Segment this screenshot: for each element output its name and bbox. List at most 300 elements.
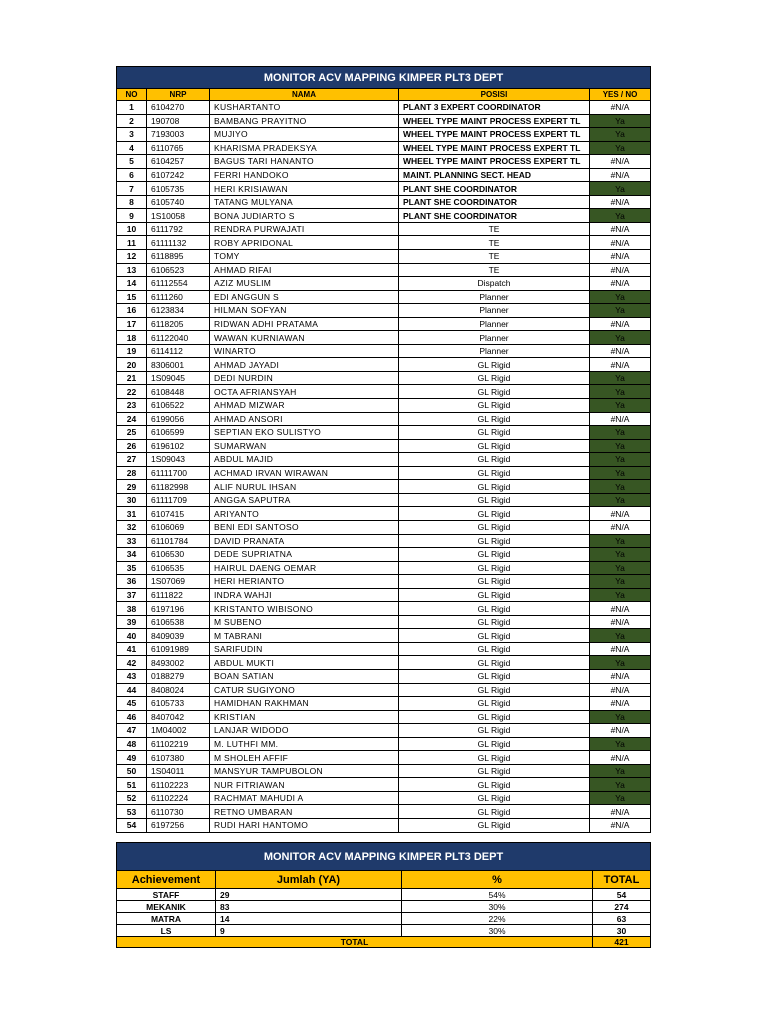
row-yes-no: Ya bbox=[590, 128, 651, 142]
row-yes-no: Ya bbox=[590, 737, 651, 751]
row-yes-no: #N/A bbox=[590, 412, 651, 426]
row-nama: ANGGA SAPUTRA bbox=[210, 493, 399, 507]
row-yes-no: #N/A bbox=[590, 602, 651, 616]
row-no: 20 bbox=[117, 358, 147, 372]
row-nama: RETNO UMBARAN bbox=[210, 805, 399, 819]
row-nrp: 61091989 bbox=[147, 642, 210, 656]
summary-percent: 30% bbox=[402, 925, 593, 937]
row-posisi: GL Rigid bbox=[399, 371, 590, 385]
row-yes-no: Ya bbox=[590, 561, 651, 575]
row-posisi: GL Rigid bbox=[399, 520, 590, 534]
row-nrp: 6105733 bbox=[147, 697, 210, 711]
row-nrp: 6107242 bbox=[147, 168, 210, 182]
row-posisi: GL Rigid bbox=[399, 453, 590, 467]
row-posisi: GL Rigid bbox=[399, 669, 590, 683]
row-no: 45 bbox=[117, 697, 147, 711]
row-posisi: GL Rigid bbox=[399, 656, 590, 670]
row-yes-no: #N/A bbox=[590, 818, 651, 832]
row-no: 36 bbox=[117, 575, 147, 589]
row-posisi: GL Rigid bbox=[399, 764, 590, 778]
row-no: 1 bbox=[117, 101, 147, 115]
row-no: 6 bbox=[117, 168, 147, 182]
row-nrp: 6106538 bbox=[147, 615, 210, 629]
row-nama: BONA JUDIARTO S bbox=[210, 209, 399, 223]
row-nama: OCTA AFRIANSYAH bbox=[210, 385, 399, 399]
row-posisi: GL Rigid bbox=[399, 642, 590, 656]
row-posisi: WHEEL TYPE MAINT PROCESS EXPERT TL bbox=[399, 155, 590, 169]
row-yes-no: Ya bbox=[590, 466, 651, 480]
row-posisi: GL Rigid bbox=[399, 466, 590, 480]
row-nrp: 6199056 bbox=[147, 412, 210, 426]
row-nrp: 6104270 bbox=[147, 101, 210, 115]
row-no: 54 bbox=[117, 818, 147, 832]
row-posisi: Dispatch bbox=[399, 277, 590, 291]
row-nama: WINARTO bbox=[210, 344, 399, 358]
row-nama: M. LUTHFI MM. bbox=[210, 737, 399, 751]
summary-jumlah: 9 bbox=[216, 925, 402, 937]
row-yes-no: Ya bbox=[590, 209, 651, 223]
table-row bbox=[117, 317, 651, 331]
summary-label: LS bbox=[117, 925, 216, 937]
table-row bbox=[117, 263, 651, 277]
row-nama: SEPTIAN EKO SULISTYO bbox=[210, 426, 399, 440]
row-nama: ABDUL MAJID bbox=[210, 453, 399, 467]
row-posisi: GL Rigid bbox=[399, 575, 590, 589]
table-row bbox=[117, 466, 651, 480]
row-nrp: 8306001 bbox=[147, 358, 210, 372]
row-yes-no: #N/A bbox=[590, 358, 651, 372]
row-posisi: GL Rigid bbox=[399, 615, 590, 629]
summary-jumlah: 83 bbox=[216, 901, 402, 913]
row-nama: MANSYUR TAMPUBOLON bbox=[210, 764, 399, 778]
row-yes-no: #N/A bbox=[590, 669, 651, 683]
row-no: 48 bbox=[117, 737, 147, 751]
row-yes-no: #N/A bbox=[590, 250, 651, 264]
row-nama: M SHOLEH AFFIF bbox=[210, 751, 399, 765]
row-nama: AHMAD MIZWAR bbox=[210, 399, 399, 413]
row-nama: TATANG MULYANA bbox=[210, 195, 399, 209]
row-no: 49 bbox=[117, 751, 147, 765]
row-nrp: 61101784 bbox=[147, 534, 210, 548]
row-nama: KRISTIAN bbox=[210, 710, 399, 724]
row-posisi: MAINT. PLANNING SECT. HEAD bbox=[399, 168, 590, 182]
row-nrp: 1S09043 bbox=[147, 453, 210, 467]
row-posisi: Planner bbox=[399, 331, 590, 345]
row-nama: BAGUS TARI HANANTO bbox=[210, 155, 399, 169]
row-yes-no: Ya bbox=[590, 453, 651, 467]
row-yes-no: #N/A bbox=[590, 642, 651, 656]
row-nama: NUR FITRIAWAN bbox=[210, 778, 399, 792]
summary-table bbox=[116, 842, 651, 948]
row-no: 46 bbox=[117, 710, 147, 724]
row-no: 34 bbox=[117, 548, 147, 562]
row-nama: RACHMAT MAHUDI A bbox=[210, 791, 399, 805]
row-no: 12 bbox=[117, 250, 147, 264]
row-nrp: 8493002 bbox=[147, 656, 210, 670]
row-nrp: 61102223 bbox=[147, 778, 210, 792]
row-nama: M TABRANI bbox=[210, 629, 399, 643]
table-row bbox=[117, 764, 651, 778]
row-nama: DEDE SUPRIATNA bbox=[210, 548, 399, 562]
table-row bbox=[117, 371, 651, 385]
summary-row bbox=[117, 901, 651, 913]
row-yes-no: Ya bbox=[590, 439, 651, 453]
table-row bbox=[117, 602, 651, 616]
table-row bbox=[117, 290, 651, 304]
row-nrp: 61112554 bbox=[147, 277, 210, 291]
table-title: MONITOR ACV MAPPING KIMPER PLT3 DEPT bbox=[117, 67, 651, 89]
table-row bbox=[117, 195, 651, 209]
header-percent: % bbox=[402, 871, 593, 889]
row-nrp: 6123834 bbox=[147, 304, 210, 318]
table-row bbox=[117, 507, 651, 521]
row-nrp: 190708 bbox=[147, 114, 210, 128]
table-row bbox=[117, 385, 651, 399]
row-yes-no: #N/A bbox=[590, 236, 651, 250]
row-no: 21 bbox=[117, 371, 147, 385]
row-posisi: GL Rigid bbox=[399, 710, 590, 724]
table-row bbox=[117, 331, 651, 345]
row-nrp: 61111700 bbox=[147, 466, 210, 480]
table-row bbox=[117, 155, 651, 169]
row-yes-no: #N/A bbox=[590, 507, 651, 521]
row-nama: ACHMAD IRVAN WIRAWAN bbox=[210, 466, 399, 480]
row-no: 31 bbox=[117, 507, 147, 521]
row-yes-no: Ya bbox=[590, 575, 651, 589]
header-total: TOTAL bbox=[593, 871, 651, 889]
row-posisi: GL Rigid bbox=[399, 493, 590, 507]
row-yes-no: Ya bbox=[590, 114, 651, 128]
row-no: 9 bbox=[117, 209, 147, 223]
row-nrp: 8409039 bbox=[147, 629, 210, 643]
table-row bbox=[117, 751, 651, 765]
row-yes-no: #N/A bbox=[590, 805, 651, 819]
summary-title: MONITOR ACV MAPPING KIMPER PLT3 DEPT bbox=[117, 843, 651, 871]
row-yes-no: Ya bbox=[590, 331, 651, 345]
row-nrp: 6106535 bbox=[147, 561, 210, 575]
row-yes-no: Ya bbox=[590, 778, 651, 792]
row-yes-no: Ya bbox=[590, 656, 651, 670]
row-nrp: 1S09045 bbox=[147, 371, 210, 385]
header-nama: NAMA bbox=[210, 89, 399, 101]
row-nama: RUDI HARI HANTOMO bbox=[210, 818, 399, 832]
row-posisi: GL Rigid bbox=[399, 534, 590, 548]
table-row bbox=[117, 683, 651, 697]
row-nrp: 6107415 bbox=[147, 507, 210, 521]
table-row bbox=[117, 588, 651, 602]
row-yes-no: #N/A bbox=[590, 344, 651, 358]
table-row bbox=[117, 737, 651, 751]
header-no: NO bbox=[117, 89, 147, 101]
row-yes-no: #N/A bbox=[590, 222, 651, 236]
row-no: 51 bbox=[117, 778, 147, 792]
row-yes-no: #N/A bbox=[590, 195, 651, 209]
row-yes-no: #N/A bbox=[590, 263, 651, 277]
row-nrp: 6106522 bbox=[147, 399, 210, 413]
row-nrp: 6111260 bbox=[147, 290, 210, 304]
row-nama: HERI KRISIAWAN bbox=[210, 182, 399, 196]
table-row bbox=[117, 818, 651, 832]
row-nrp: 6105735 bbox=[147, 182, 210, 196]
row-posisi: GL Rigid bbox=[399, 602, 590, 616]
table-row bbox=[117, 101, 651, 115]
row-yes-no: Ya bbox=[590, 304, 651, 318]
row-yes-no: #N/A bbox=[590, 751, 651, 765]
row-yes-no: #N/A bbox=[590, 683, 651, 697]
summary-label: MATRA bbox=[117, 913, 216, 925]
row-yes-no: Ya bbox=[590, 182, 651, 196]
row-posisi: GL Rigid bbox=[399, 588, 590, 602]
row-nama: ABDUL MUKTI bbox=[210, 656, 399, 670]
row-no: 15 bbox=[117, 290, 147, 304]
row-no: 11 bbox=[117, 236, 147, 250]
table-row bbox=[117, 724, 651, 738]
table-row bbox=[117, 209, 651, 223]
table-row bbox=[117, 615, 651, 629]
table-row bbox=[117, 575, 651, 589]
table-row bbox=[117, 656, 651, 670]
row-posisi: GL Rigid bbox=[399, 561, 590, 575]
row-posisi: TE bbox=[399, 263, 590, 277]
table-row bbox=[117, 222, 651, 236]
row-nama: HAMIDHAN RAKHMAN bbox=[210, 697, 399, 711]
row-yes-no: #N/A bbox=[590, 277, 651, 291]
row-nama: HILMAN SOFYAN bbox=[210, 304, 399, 318]
row-posisi: PLANT SHE COORDINATOR bbox=[399, 209, 590, 223]
row-posisi: TE bbox=[399, 250, 590, 264]
row-yes-no: Ya bbox=[590, 791, 651, 805]
row-nrp: 6106069 bbox=[147, 520, 210, 534]
row-nrp: 7193003 bbox=[147, 128, 210, 142]
table-row bbox=[117, 304, 651, 318]
row-nama: CATUR SUGIYONO bbox=[210, 683, 399, 697]
table-row bbox=[117, 114, 651, 128]
row-posisi: Planner bbox=[399, 344, 590, 358]
row-nama: LANJAR WIDODO bbox=[210, 724, 399, 738]
row-nama: RIDWAN ADHI PRATAMA bbox=[210, 317, 399, 331]
row-nrp: 61182998 bbox=[147, 480, 210, 494]
row-nama: AHMAD ANSORI bbox=[210, 412, 399, 426]
row-posisi: GL Rigid bbox=[399, 426, 590, 440]
row-nrp: 61111709 bbox=[147, 493, 210, 507]
row-yes-no: Ya bbox=[590, 385, 651, 399]
row-nrp: 6111822 bbox=[147, 588, 210, 602]
table-row bbox=[117, 277, 651, 291]
row-posisi: TE bbox=[399, 236, 590, 250]
row-posisi: GL Rigid bbox=[399, 480, 590, 494]
table-row bbox=[117, 236, 651, 250]
row-yes-no: Ya bbox=[590, 588, 651, 602]
row-nama: ARIYANTO bbox=[210, 507, 399, 521]
row-nrp: 6106530 bbox=[147, 548, 210, 562]
table-row bbox=[117, 141, 651, 155]
row-posisi: Planner bbox=[399, 317, 590, 331]
row-nama: TOMY bbox=[210, 250, 399, 264]
row-nrp: 0188279 bbox=[147, 669, 210, 683]
row-posisi: PLANT SHE COORDINATOR bbox=[399, 195, 590, 209]
grand-total-value: 421 bbox=[593, 937, 651, 948]
row-no: 28 bbox=[117, 466, 147, 480]
row-posisi: PLANT 3 EXPERT COORDINATOR bbox=[399, 101, 590, 115]
table-row bbox=[117, 493, 651, 507]
row-no: 17 bbox=[117, 317, 147, 331]
row-yes-no: #N/A bbox=[590, 615, 651, 629]
row-yes-no: Ya bbox=[590, 493, 651, 507]
row-nrp: 6106599 bbox=[147, 426, 210, 440]
header-nrp: NRP bbox=[147, 89, 210, 101]
row-nrp: 1S07069 bbox=[147, 575, 210, 589]
row-no: 42 bbox=[117, 656, 147, 670]
row-no: 4 bbox=[117, 141, 147, 155]
summary-jumlah: 14 bbox=[216, 913, 402, 925]
table-row bbox=[117, 399, 651, 413]
row-posisi: GL Rigid bbox=[399, 818, 590, 832]
row-nama: KHARISMA PRADEKSYA bbox=[210, 141, 399, 155]
grand-total-row bbox=[117, 937, 651, 948]
row-no: 35 bbox=[117, 561, 147, 575]
row-yes-no: #N/A bbox=[590, 724, 651, 738]
row-nama: SUMARWAN bbox=[210, 439, 399, 453]
row-nama: BOAN SATIAN bbox=[210, 669, 399, 683]
row-no: 40 bbox=[117, 629, 147, 643]
table-row bbox=[117, 168, 651, 182]
row-no: 47 bbox=[117, 724, 147, 738]
table-row bbox=[117, 805, 651, 819]
summary-label: STAFF bbox=[117, 889, 216, 901]
row-yes-no: Ya bbox=[590, 371, 651, 385]
row-yes-no: Ya bbox=[590, 480, 651, 494]
table-row bbox=[117, 426, 651, 440]
row-posisi: WHEEL TYPE MAINT PROCESS EXPERT TL bbox=[399, 128, 590, 142]
row-yes-no: Ya bbox=[590, 141, 651, 155]
header-posisi: POSISI bbox=[399, 89, 590, 101]
row-nrp: 6108448 bbox=[147, 385, 210, 399]
table-row bbox=[117, 344, 651, 358]
row-yes-no: #N/A bbox=[590, 155, 651, 169]
row-nrp: 61102219 bbox=[147, 737, 210, 751]
summary-percent: 54% bbox=[402, 889, 593, 901]
grand-total-label: TOTAL bbox=[117, 937, 593, 948]
row-yes-no: #N/A bbox=[590, 697, 651, 711]
row-no: 22 bbox=[117, 385, 147, 399]
row-no: 14 bbox=[117, 277, 147, 291]
row-posisi: GL Rigid bbox=[399, 778, 590, 792]
summary-row bbox=[117, 925, 651, 937]
row-nrp: 6106523 bbox=[147, 263, 210, 277]
row-no: 33 bbox=[117, 534, 147, 548]
row-nama: KUSHARTANTO bbox=[210, 101, 399, 115]
row-nama: KRISTANTO WIBISONO bbox=[210, 602, 399, 616]
header-yes-no: YES / NO bbox=[590, 89, 651, 101]
row-yes-no: Ya bbox=[590, 426, 651, 440]
summary-row bbox=[117, 913, 651, 925]
row-nrp: 6114112 bbox=[147, 344, 210, 358]
row-posisi: GL Rigid bbox=[399, 358, 590, 372]
row-nrp: 6105740 bbox=[147, 195, 210, 209]
row-nama: M SUBENO bbox=[210, 615, 399, 629]
acv-mapping-table bbox=[116, 66, 651, 833]
row-no: 13 bbox=[117, 263, 147, 277]
row-posisi: GL Rigid bbox=[399, 683, 590, 697]
table-row bbox=[117, 629, 651, 643]
row-nama: ROBY APRIDONAL bbox=[210, 236, 399, 250]
row-no: 7 bbox=[117, 182, 147, 196]
row-nrp: 6196102 bbox=[147, 439, 210, 453]
row-nrp: 6197196 bbox=[147, 602, 210, 616]
table-row bbox=[117, 669, 651, 683]
row-no: 5 bbox=[117, 155, 147, 169]
row-nama: DAVID PRANATA bbox=[210, 534, 399, 548]
table-row bbox=[117, 182, 651, 196]
row-posisi: Planner bbox=[399, 290, 590, 304]
table-row bbox=[117, 561, 651, 575]
row-posisi: GL Rigid bbox=[399, 805, 590, 819]
row-nama: MUJIYO bbox=[210, 128, 399, 142]
row-nrp: 61122040 bbox=[147, 331, 210, 345]
row-no: 41 bbox=[117, 642, 147, 656]
header-jumlah: Jumlah (YA) bbox=[216, 871, 402, 889]
table-row bbox=[117, 439, 651, 453]
row-nama: INDRA WAHJI bbox=[210, 588, 399, 602]
summary-percent: 22% bbox=[402, 913, 593, 925]
row-no: 3 bbox=[117, 128, 147, 142]
row-posisi: GL Rigid bbox=[399, 385, 590, 399]
row-yes-no: Ya bbox=[590, 764, 651, 778]
summary-total: 63 bbox=[593, 913, 651, 925]
summary-total: 30 bbox=[593, 925, 651, 937]
row-yes-no: Ya bbox=[590, 548, 651, 562]
table-row bbox=[117, 520, 651, 534]
row-yes-no: Ya bbox=[590, 534, 651, 548]
row-nrp: 6118205 bbox=[147, 317, 210, 331]
row-nama: AHMAD JAYADI bbox=[210, 358, 399, 372]
row-no: 32 bbox=[117, 520, 147, 534]
row-nama: AHMAD RIFAI bbox=[210, 263, 399, 277]
row-nrp: 1S04011 bbox=[147, 764, 210, 778]
table-row bbox=[117, 412, 651, 426]
row-no: 16 bbox=[117, 304, 147, 318]
row-no: 37 bbox=[117, 588, 147, 602]
row-nama: BAMBANG PRAYITNO bbox=[210, 114, 399, 128]
row-nama: FERRI HANDOKO bbox=[210, 168, 399, 182]
row-no: 24 bbox=[117, 412, 147, 426]
table-row bbox=[117, 791, 651, 805]
row-yes-no: #N/A bbox=[590, 101, 651, 115]
table-row bbox=[117, 250, 651, 264]
row-no: 39 bbox=[117, 615, 147, 629]
summary-row bbox=[117, 889, 651, 901]
row-nrp: 6104257 bbox=[147, 155, 210, 169]
summary-percent: 30% bbox=[402, 901, 593, 913]
row-posisi: GL Rigid bbox=[399, 507, 590, 521]
row-no: 23 bbox=[117, 399, 147, 413]
table-row bbox=[117, 453, 651, 467]
row-no: 30 bbox=[117, 493, 147, 507]
row-posisi: TE bbox=[399, 222, 590, 236]
row-nrp: 6197256 bbox=[147, 818, 210, 832]
row-nrp: 8407042 bbox=[147, 710, 210, 724]
row-no: 2 bbox=[117, 114, 147, 128]
table-row bbox=[117, 697, 651, 711]
table-row bbox=[117, 548, 651, 562]
table-row bbox=[117, 480, 651, 494]
summary-total: 274 bbox=[593, 901, 651, 913]
summary-label: MEKANIK bbox=[117, 901, 216, 913]
row-posisi: GL Rigid bbox=[399, 724, 590, 738]
row-nrp: 6110765 bbox=[147, 141, 210, 155]
row-nrp: 61111132 bbox=[147, 236, 210, 250]
row-posisi: PLANT SHE COORDINATOR bbox=[399, 182, 590, 196]
